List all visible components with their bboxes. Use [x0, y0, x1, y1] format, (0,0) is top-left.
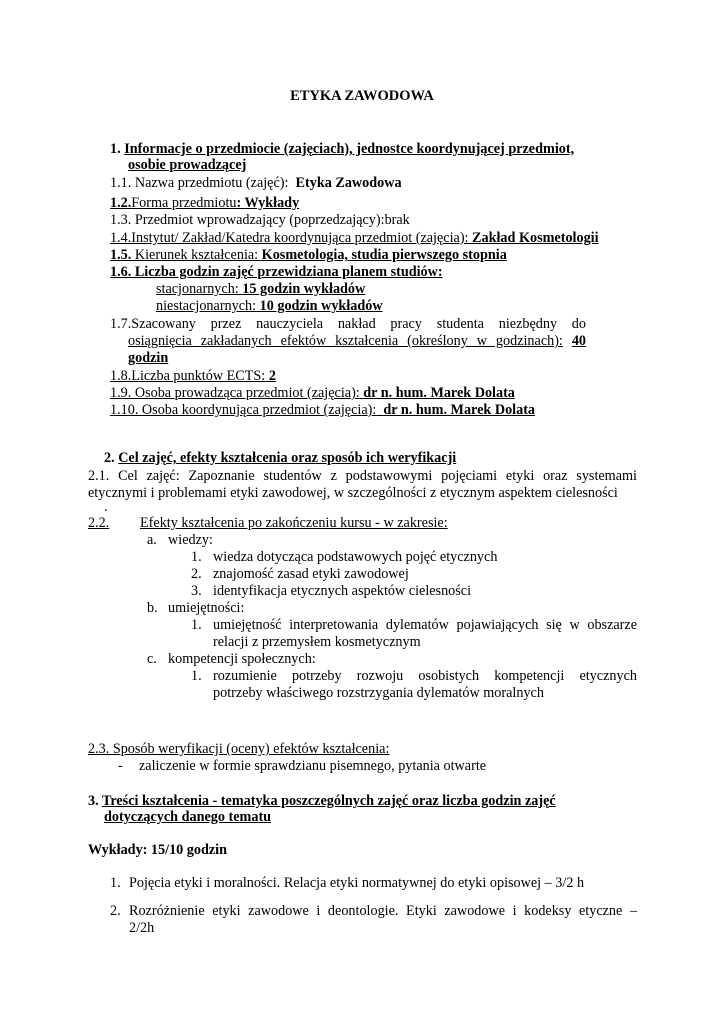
ects-value: 2 [268, 368, 276, 384]
topic-1: Pojęcia etyki i moralności. Relacja etyki normatywnej do etyki opisowej – 3/2 h [129, 875, 585, 891]
stationary-label: stacjonarnych: [156, 281, 239, 297]
goal-line1: 2.1. Cel zajęć: Zapoznanie studentów z podstawowymi pojęciami etyki oraz systemami [88, 468, 637, 484]
topic-2-marker: 2. [110, 903, 121, 919]
nonstationary-hours: 10 godzin wykładów [259, 298, 383, 314]
verification-method: zaliczenie w formie sprawdzianu pisemnego, pytania otwarte [139, 758, 487, 774]
row-1-6: 1.6. Liczba godzin zajęć przewidziana planem studiów: [110, 264, 443, 280]
list-b-marker: b. [147, 600, 158, 616]
section-3-heading [88, 793, 556, 810]
row-1-4 [110, 230, 599, 247]
institute: Zakład Kosmetologii [472, 230, 599, 246]
row-2-2-label: Efekty kształcenia po zakończeniu kursu - w zakresie: [140, 515, 448, 531]
section-1-number: 1. [110, 141, 121, 157]
row-1-10 [110, 402, 535, 419]
list-a1-marker: 1. [191, 549, 202, 565]
workload-hours-unit: godzin [128, 350, 169, 366]
row-2-3: 2.3. Sposób weryfikacji (oceny) efektów kształcenia: [88, 741, 390, 757]
list-a-label: wiedzy: [168, 532, 213, 548]
list-c1-line2: potrzeby właściwego rozstrzygania dylematów moralnych [213, 685, 544, 701]
row-1-4-label: 1.4.Instytut/ Zakład/Katedra koordynująca przedmiot (zajęcia): [110, 230, 469, 246]
row-1-7-line1: 1.7.Szacowany przez nauczyciela nakład pracy studenta niezbędny do [110, 316, 586, 332]
row-1-5-label: Kierunek kształcenia: [134, 247, 259, 263]
course-form: : Wykłady [236, 195, 300, 211]
lecturer-name: dr n. hum. Marek Dolata [363, 385, 515, 401]
section-2-heading [104, 450, 456, 467]
row-1-2 [110, 195, 299, 212]
row-1-6-stationary [156, 281, 365, 298]
lecturer-label: 1.9. Osoba prowadząca przedmiot (zajęcia): [110, 385, 360, 401]
list-a1: wiedza dotycząca podstawowych pojęć etycznych [213, 549, 498, 565]
section-3-number: 3. [88, 793, 99, 809]
row-1-3: 1.3. Przedmiot wprowadzający (poprzedzający):brak [110, 212, 410, 228]
list-a-marker: a. [147, 532, 157, 548]
row-1-1-label: 1.1. Nazwa przedmiotu (zajęć): [110, 175, 289, 191]
section-1-heading-cont: osobie prowadzącej [128, 157, 247, 173]
topic-2-line2: 2/2h [129, 920, 155, 936]
list-b1-marker: 1. [191, 617, 202, 633]
list-b1-line1: umiejętność interpretowania dylematów pojawiających się w obszarze [213, 617, 637, 633]
row-1-7-text: osiągnięcia zakładanych efektów kształcenia (określony w godzinach): [128, 333, 563, 349]
nonstationary-label: niestacjonarnych: [156, 298, 257, 314]
section-2-number: 2. [104, 450, 115, 466]
row-1-2-number: 1.2. [110, 195, 132, 211]
row-1-7-line2 [128, 333, 586, 350]
row-1-9 [110, 385, 515, 402]
row-1-1 [110, 175, 402, 192]
section-1-heading [110, 141, 574, 158]
workload-hours-value: 40 [571, 333, 586, 349]
lectures-hours: Wykłady: 15/10 godzin [88, 842, 228, 858]
list-a3: identyfikacja etycznych aspektów cielesności [213, 583, 472, 599]
row-1-6-nonstationary [156, 298, 383, 315]
ects-label: 1.8.Liczba punktów ECTS: [110, 368, 266, 384]
topic-2-line1: Rozróżnienie etyki zawodowe i deontologie. Etyki zawodowe i kodeksy etyczne – [129, 903, 637, 919]
row-1-2-label: Forma przedmiotu [131, 195, 237, 211]
goal-line2: etycznymi i problemami etyki zawodowej, w szczególności z etycznym aspektem cielesności [88, 485, 618, 501]
field-of-study: Kosmetologia, studia pierwszego stopnia [261, 247, 507, 263]
section-3-heading-cont: dotyczących danego tematu [104, 809, 272, 825]
list-c-marker: c. [147, 651, 157, 667]
row-1-8 [110, 368, 276, 385]
list-a2-marker: 2. [191, 566, 202, 582]
goal-dot: . [104, 499, 108, 515]
row-2-2-number: 2.2. [88, 515, 110, 531]
document-title: ETYKA ZAWODOWA [290, 88, 434, 104]
section-3-heading-text: Treści kształcenia - tematyka poszczególnych zajęć oraz liczba godzin zajęć [101, 793, 556, 809]
list-b1-line2: relacji z przemysłem kosmetycznym [213, 634, 421, 650]
list-c-label: kompetencji społecznych: [168, 651, 316, 667]
list-b-label: umiejętności: [168, 600, 245, 616]
coordinator-name: dr n. hum. Marek Dolata [383, 402, 536, 418]
list-c1-marker: 1. [191, 668, 202, 684]
list-a2: znajomość zasad etyki zawodowej [213, 566, 409, 582]
row-1-5-number: 1.5. [110, 247, 132, 263]
topic-1-marker: 1. [110, 875, 121, 891]
course-name: Etyka Zawodowa [295, 175, 402, 191]
list-a3-marker: 3. [191, 583, 202, 599]
stationary-hours: 15 godzin wykładów [242, 281, 366, 297]
coordinator-label: 1.10. Osoba koordynująca przedmiot (zajęcia): [110, 402, 377, 418]
section-2-heading-text: Cel zajęć, efekty kształcenia oraz sposób ich weryfikacji [118, 450, 457, 466]
verification-dash: - [118, 758, 123, 774]
section-1-heading-text: Informacje o przedmiocie (zajęciach), jednostce koordynującej przedmiot, [124, 141, 575, 157]
list-c1-line1: rozumienie potrzeby rozwoju osobistych kompetencji etycznych [213, 668, 637, 684]
row-1-5 [110, 247, 507, 264]
